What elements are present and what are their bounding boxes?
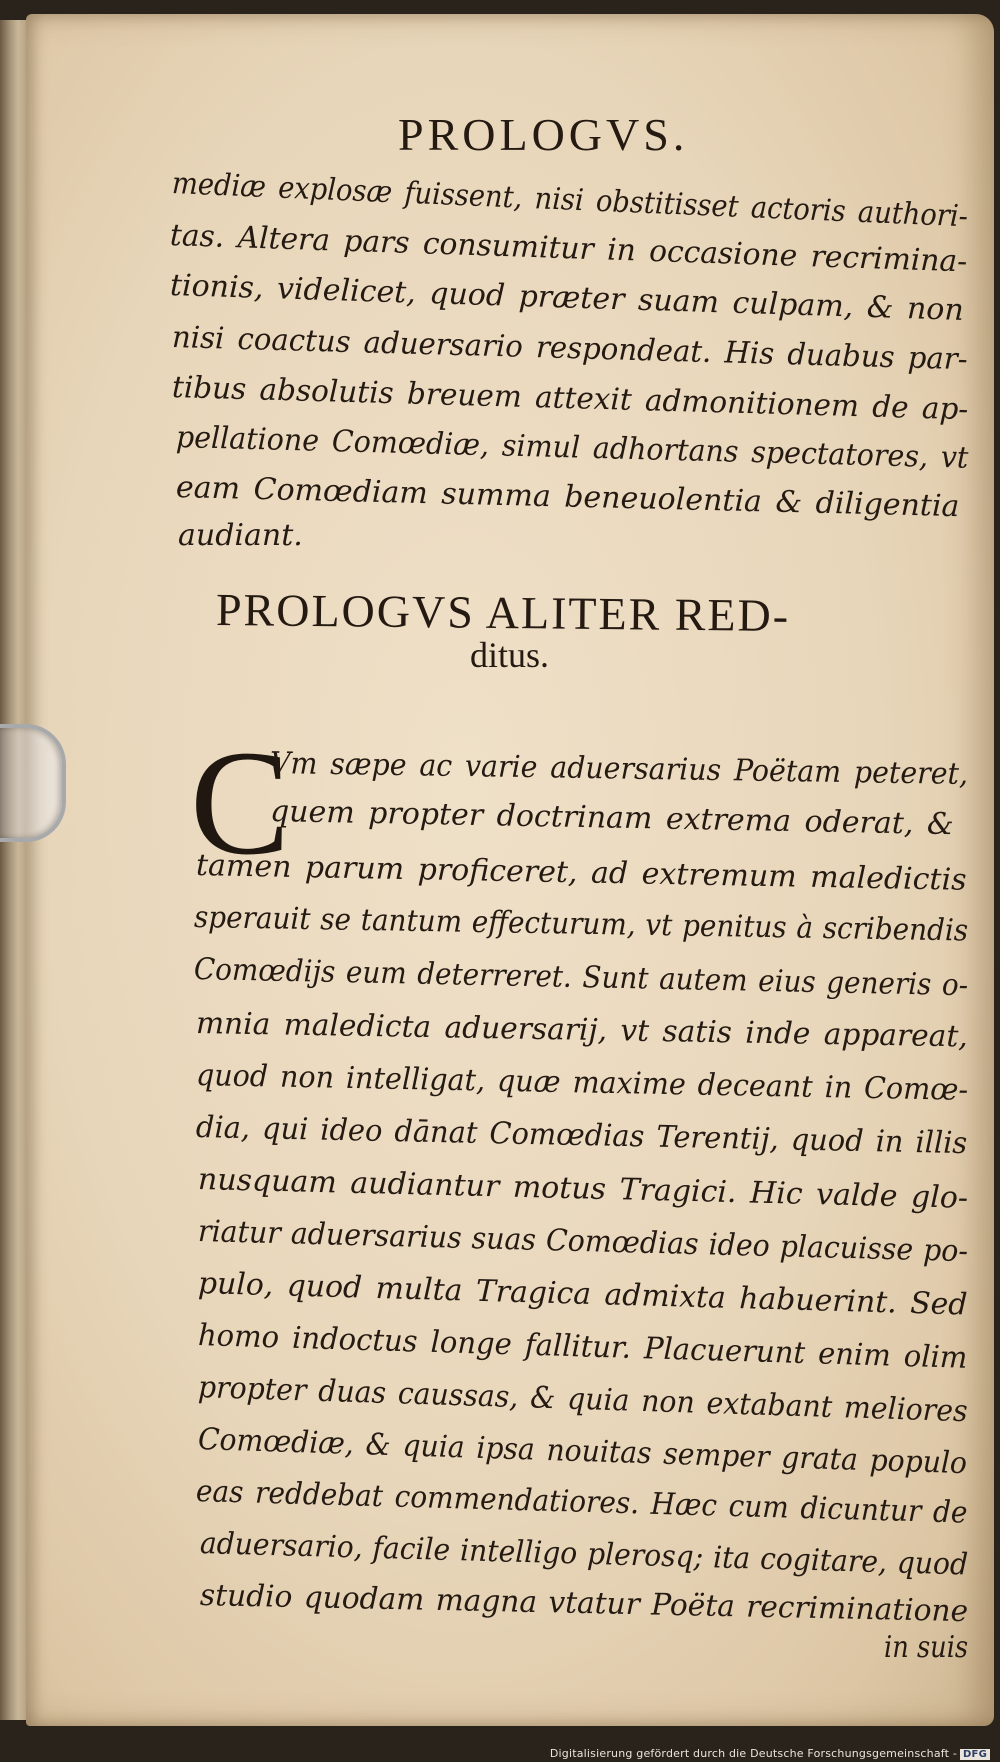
text-line: pulo, quod multa Tragica admixta habuerint. Sed bbox=[197, 1266, 968, 1323]
text-line: quem propter doctrinam extrema oderat, & bbox=[269, 794, 954, 843]
page-stack-edge bbox=[0, 20, 26, 1720]
digitization-credit bbox=[550, 1747, 990, 1760]
section-heading-continuation: ditus. bbox=[470, 635, 550, 675]
text-line: tibus absolutis breuem attexit admonitionem de ap- bbox=[171, 370, 969, 428]
text-line: Comœdiæ, & quia ipsa nouitas semper grata populo bbox=[197, 1422, 968, 1482]
text-line: pellatione Comœdiæ, simul adhortans spectatores, vt bbox=[175, 420, 969, 476]
text-line: homo indoctus longe fallitur. Placuerunt enim olim bbox=[197, 1318, 968, 1376]
text-line: tas. Altera pars consumitur in occasione recrimina- bbox=[169, 218, 968, 280]
text-line: aduersario, facile intelligo plerosq; ita cogitare, quod bbox=[199, 1526, 969, 1583]
text-line: eas reddebat commendatiores. Hæc cum dicuntur de bbox=[195, 1474, 968, 1531]
text-line: mediæ explosæ fuissent, nisi obstitisset actoris authori- bbox=[171, 166, 969, 235]
text-line: propter duas caussas, & quia non extabant meliores bbox=[197, 1370, 969, 1430]
text-line: audiant. bbox=[178, 518, 303, 553]
dfg-logo: DFG bbox=[960, 1749, 990, 1760]
page-clip bbox=[0, 724, 66, 842]
text-line: dia, qui ideo dānat Comœdias Terentij, quod in illis bbox=[195, 1110, 968, 1162]
text-line: nusquam audiantur motus Tragici. Hic valde glo- bbox=[197, 1162, 969, 1216]
text-line: studio quodam magna vtatur Poëta recriminatione bbox=[199, 1578, 969, 1630]
text-line: quod non intelligat, quæ maxime deceant in Comœ- bbox=[195, 1058, 969, 1108]
text-line: eam Comœdiam summa beneuolentia & diligentia bbox=[175, 470, 960, 525]
footer-text: Digitalisierung gefördert durch die Deutsche Forschungsgemeinschaft - bbox=[549, 1747, 958, 1760]
text-line: Comœdijs eum deterreret. Sunt autem eius generis o- bbox=[193, 952, 969, 1004]
text-line: riatur aduersarius suas Comœdias ideo placuisse po- bbox=[197, 1214, 969, 1270]
running-heading: PROLOGVS. bbox=[398, 109, 689, 160]
text-line: sperauit se tantum effecturum, vt penitus à scribendis bbox=[193, 900, 969, 949]
drop-cap: C bbox=[190, 720, 291, 886]
text-line: tamen parum proficeret, ad extremum maledictis bbox=[195, 848, 967, 898]
text-line: tionis, videlicet, quod præter suam culpam, & non bbox=[169, 268, 965, 328]
section-heading: PROLOGVS ALITER RED- bbox=[215, 583, 791, 642]
catchword: in suis bbox=[884, 1630, 969, 1665]
text-line: nisi coactus aduersario respondeat. His duabus par- bbox=[171, 320, 969, 378]
text-line: mnia maledicta aduersarij, vt satis inde appareat, bbox=[195, 1006, 969, 1055]
text-line: Vm sæpe ac varie aduersarius Poëtam peteret, bbox=[269, 746, 969, 792]
